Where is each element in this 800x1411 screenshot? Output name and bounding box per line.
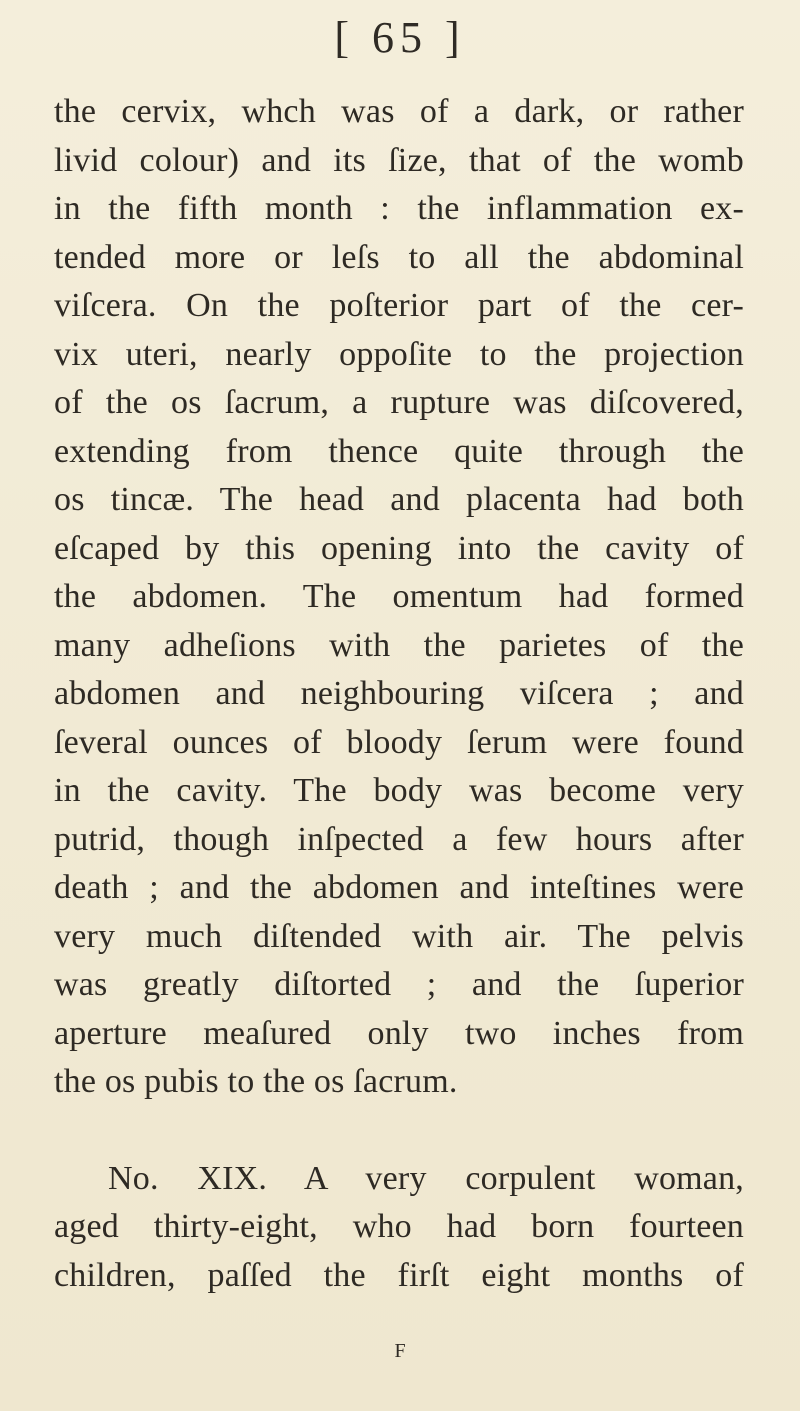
paragraph-1 bbox=[54, 88, 744, 1107]
text-line: tended more or leſs to all the abdominal bbox=[54, 238, 744, 276]
text-line: many adheſions with the parietes of the bbox=[54, 626, 744, 664]
text-line: vix uteri, nearly oppoſite to the projection bbox=[54, 335, 744, 373]
text-line: aged thirty-eight, who had born fourteen bbox=[54, 1208, 744, 1245]
text-line: was greatly diſtorted ; and the ſuperior bbox=[54, 966, 744, 1003]
text-line: death ; and the abdomen and inteſtines were bbox=[54, 869, 744, 906]
text-line: the cervix, whch was of a dark, or rather bbox=[54, 93, 744, 130]
text-line: viſcera. On the poſterior part of the cer- bbox=[54, 287, 744, 324]
text-line: aperture meaſured only two inches from bbox=[54, 1014, 744, 1052]
text-line: livid colour) and its ſize, that of the womb bbox=[54, 141, 744, 179]
text-line: in the fifth month : the inflammation ex- bbox=[54, 190, 744, 227]
text-line: putrid, though inſpected a few hours after bbox=[54, 820, 744, 858]
text-line: ſeveral ounces of bloody ſerum were found bbox=[54, 723, 744, 761]
text-line: very much diſtended with air. The pelvis bbox=[54, 917, 744, 955]
text-line: of the os ſacrum, a rupture was diſcovered, bbox=[54, 384, 744, 421]
signature-mark: F bbox=[394, 1340, 406, 1362]
text-line: eſcaped by this opening into the cavity of bbox=[54, 529, 744, 567]
text-line: No. XIX. A very corpulent woman, bbox=[108, 1159, 744, 1197]
text-line: the os pubis to the os ſacrum. bbox=[54, 1063, 458, 1100]
text-line: in the cavity. The body was become very bbox=[54, 772, 744, 809]
text-line: extending from thence quite through the bbox=[54, 432, 744, 470]
body-text bbox=[54, 88, 744, 1300]
text-line: os tincæ. The head and placenta had both bbox=[54, 481, 744, 518]
paragraph-2 bbox=[54, 1155, 744, 1301]
text-line: the abdomen. The omentum had formed bbox=[54, 578, 744, 615]
page-number: [ 65 ] bbox=[334, 13, 466, 62]
text-line: abdomen and neighbouring viſcera ; and bbox=[54, 675, 744, 712]
text-line: children, paſſed the firſt eight months of bbox=[54, 1256, 744, 1294]
paragraph-spacer bbox=[54, 1107, 744, 1155]
